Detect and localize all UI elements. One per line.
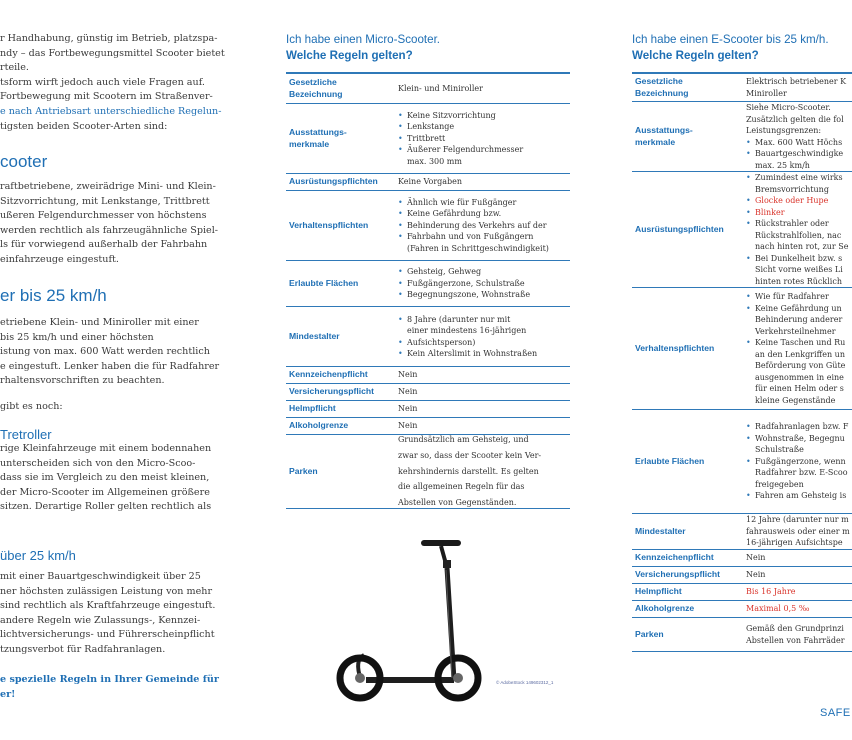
value-line: • Keine Sitzvorrichtung [407,110,496,120]
row-label [632,586,746,598]
row-value [746,291,845,406]
value-line: Leistungsgrenzen: [746,126,822,135]
value-line: hinten rotes Rücklich [755,276,842,286]
row-value [746,552,765,564]
value-bullet [398,121,523,133]
left-p6-line: er! [0,688,16,700]
value-line: Wohnstraße, Begegnu • [746,433,845,443]
row-value [746,603,810,615]
table-row [286,384,570,401]
row-label [632,603,746,615]
row-label-line: Erlaubte Flächen [289,277,359,288]
value-line: • Keine Gefährdung bzw. [407,209,502,219]
value-line: ausgenommen in eine [755,372,844,382]
row-label [286,466,398,478]
row-label-line: Gesetzliche [635,75,683,86]
left-p4-line: unterscheiden sich von den Micro-Scoo- [0,457,196,469]
micro-title-line-2: Welche Regeln gelten? [286,49,413,62]
row-label [632,224,746,236]
row-label-line: Alkoholgrenze [289,420,349,431]
left-heading-h4: über 25 km/h [0,548,76,563]
value-line: Behinderung anderer [755,315,843,324]
left-p2-line: e eingestuft. Lenker haben die für Radfahrer [0,360,220,372]
row-label-line: Gesetzliche [289,76,337,87]
value-line: Nein [746,570,766,580]
value-line: • Fußgängerzone, Schulstraße [407,278,525,288]
value-bullet [398,208,549,220]
value-line: Abstellen von Gegenständen. [398,498,517,508]
row-label-line: Helmpflicht [635,586,682,597]
value-bullet [398,314,537,337]
value-line: Blinker • [746,207,785,217]
row-value [746,102,844,171]
row-label-line: Bezeichnung [289,88,343,99]
table-row [286,367,570,384]
row-value [746,172,849,287]
table-row [632,550,852,567]
left-p1-line: einfahrzeuge eingestuft. [0,254,119,265]
bullet-icon: • [746,491,751,501]
bullet-icon: • [746,303,751,313]
value-line: Grundsätzlich am Gehsteig, und [398,435,529,445]
table-row [286,191,570,261]
row-value [746,569,765,581]
row-label-line: Mindestalter [289,330,340,341]
value-bullet [398,348,537,360]
row-label-line: Ausstattungs- [289,126,347,137]
value-line: Abstellen von Fahrräder [746,635,845,645]
value-bullet [398,197,549,209]
micro-title-line-1: Ich habe einen Micro-Scooter. [286,33,441,46]
row-value [398,266,530,301]
left-p1-line: ußeren Felgendurchmesser von höchstens [0,210,207,222]
left-intro-line: rteile. [0,62,29,74]
left-p5-line: sind rechtlich als Kraftfahrzeuge eingestuft. [0,600,216,612]
row-value [398,314,537,360]
row-label-line: Verhaltenspflichten [635,342,715,353]
row-value [398,403,417,415]
value-line: Verkehrsteilnehmer [755,326,836,336]
value-line: • Fahrbahn und von Fußgängern [407,232,534,242]
value-line: • Kein Alterslimit in Wohnstraßen [407,349,538,358]
left-intro-line: tigsten beiden Scooter-Arten sind: [0,120,168,132]
row-value [398,176,462,188]
left-intro-line: r Handhabung, günstig im Betrieb, platzspa- [0,33,218,44]
e-scooter-title-line-2: Welche Regeln gelten? [632,49,759,62]
value-bullet [398,220,549,232]
value-line: 16-jährigen Aufsichtspe [746,538,843,548]
bullet-icon: • [746,149,751,158]
row-value [398,432,541,511]
table-row [632,601,852,618]
left-p2-line: etriebene Klein- und Miniroller mit einer [0,317,199,328]
table-row [632,102,852,172]
value-line: Miniroller [746,88,787,98]
value-line: • Behinderung des Verkehrs auf der [407,220,547,230]
e-scooter-title-line-1: Ich habe einen E-Scooter bis 25 km/h. [632,33,829,46]
bullet-icon: • [746,422,751,432]
left-p5-line: tzungsverbot für Radfahranlagen. [0,644,166,655]
row-label-line: Ausrüstungspflichten [289,176,378,187]
row-label [632,456,746,468]
value-line: • Gehsteig, Gehweg [407,267,482,277]
row-label-line: Parken [635,628,664,639]
left-p4-line: rige Kleinfahrzeuge mit einem bodennahen [0,443,212,454]
row-label-line: Versicherungspflicht [635,569,721,580]
row-label-line: Kennzeichenpflicht [289,369,368,380]
row-label [632,552,746,564]
row-label [632,343,746,355]
bullet-icon: • [746,253,751,263]
e-scooter-column [632,0,852,740]
left-p1-line: Sitzvorrichtung, mit Lenkstange, Trittbrett [0,195,210,207]
table-row [286,72,570,104]
image-credit: © AdobeStock 149602312_1 [496,680,554,685]
value-line: Fahren am Gehsteig is • [746,491,847,501]
row-label-line: Parken [289,465,318,476]
value-line: Rückstrahler oder • [746,219,829,228]
value-line: Keine Gefährdung un • [746,303,842,313]
value-line: • Äußerer Felgendurchmesser [407,145,524,155]
table-row [286,261,570,307]
row-value [398,386,417,398]
row-label [286,278,398,290]
left-p1-line: raftbetriebene, zweirädrige Mini- und Klein- [0,181,216,192]
value-line: max. 25 km/h [755,160,810,170]
value-line: Keine Taschen und Ru • [746,338,846,347]
value-line: • Aufsichtsperson) [407,337,476,347]
row-label-line: Ausstattungs- [635,124,693,135]
value-bullet [398,266,530,278]
left-p5-line: mit einer Bauartgeschwindigkeit über 25 [0,571,201,582]
value-line: Rückstrahlfolien, nac [755,230,842,240]
row-label [286,176,398,188]
value-line: Nein [398,421,418,431]
bullet-icon: • [746,219,751,228]
table-row [632,514,852,550]
value-line: Bis 16 Jahre [746,587,796,597]
left-p3-line: gibt es noch: [0,401,63,412]
left-heading-h1: cooter [0,152,48,171]
value-line: • Lenkstange [407,122,455,132]
value-line: 12 Jahre (darunter nur m [746,515,849,525]
value-bullet [398,231,549,254]
bullet-icon: • [746,207,751,217]
row-value [746,514,850,549]
value-line: Bremsvorrichtung [755,184,829,194]
left-intro-line: ndy – das Fortbewegungsmittel Scooter bietet [0,47,225,59]
left-text-column [0,0,232,740]
row-label [286,127,398,150]
value-line: Nein [398,370,418,380]
row-label [286,220,398,232]
table-row [286,435,570,509]
row-label-line: Ausrüstungspflichten [635,223,724,234]
left-p1-line: ls für vorwiegend außerhalb der Fahrbahn [0,239,208,251]
value-line: freigegeben [755,479,804,489]
value-line: Beförderung von Güte [755,361,846,370]
value-bullet [398,133,523,145]
micro-scooter-title [286,32,440,64]
bullet-icon: • [746,338,751,347]
bullet-icon: • [746,292,751,301]
value-line: Gemäß den Grundprinzi [746,624,844,633]
value-line: Klein- und Miniroller [398,83,483,93]
left-p5-line: ner höchsten zulässigen Leistung von mehr [0,585,213,597]
row-label-line: Kennzeichenpflicht [635,552,714,563]
left-p5-line: andere Regeln wie Zulassungs-, Kennzei- [0,614,201,626]
value-line: kehrshindernis darstellt. Es gelten [398,466,539,476]
value-bullet [398,289,530,301]
value-line: Fußgängerzone, wenn • [746,456,846,466]
row-value [398,369,417,381]
row-value [746,623,845,646]
row-label [286,386,398,398]
row-label-line: Helmpflicht [289,403,336,414]
table-row [286,307,570,367]
row-value [398,110,523,168]
row-value [398,83,483,95]
row-label [286,420,398,432]
value-line: Zumindest eine wirks • [746,173,843,182]
row-value [746,76,846,99]
footer-brand: SAFE [820,707,851,719]
table-row [632,567,852,584]
bullet-icon: • [746,196,751,205]
value-line: • 8 Jahre (darunter nur mit [407,314,511,324]
table-row [286,104,570,174]
row-label-line: Verhaltenspflichten [289,219,369,230]
left-heading-h2: er bis 25 km/h [0,286,107,305]
row-label [632,76,746,99]
row-label [286,369,398,381]
row-label-line: Bezeichnung [635,87,689,98]
value-line: für einen Helm oder s [755,384,844,393]
value-line: Radfahrer bzw. E-Scoo [755,468,848,478]
bullet-icon: • [746,173,751,182]
value-line: fahrausweis oder einer m [746,526,850,536]
row-label [632,526,746,538]
value-line: Wie für Radfahrer • [746,292,829,301]
row-label [632,569,746,581]
value-line: Siehe Micro-Scooter. [746,103,831,112]
e-scooter-title [632,32,829,64]
row-value [746,421,848,502]
table-row [632,618,852,652]
left-heading-h3: Tretroller [0,427,52,442]
value-line: Nein [398,387,418,397]
row-value [746,586,796,598]
value-line: nach hinten rot, zur Se [755,242,849,251]
left-p2-line: rhaltensvorschriften zu beachten. [0,375,165,387]
value-line: Nein [398,404,418,414]
value-bullet [398,110,523,122]
value-line: Maximal 0,5 ‰ [746,604,810,614]
table-row [632,172,852,288]
left-p4-line: sitzen. Derartige Roller gelten rechtlich als [0,501,212,513]
value-line: Keine Vorgaben [398,177,463,187]
table-row [286,401,570,418]
left-intro-line: e nach Antriebsart unterschiedliche Regelun- [0,106,222,117]
value-line: • Begegnungszone, Wohnstraße [407,290,531,300]
value-line: einer mindestens 16-jährigen [407,326,527,335]
row-value [398,420,417,432]
left-intro-line: tsform wirft jedoch auch viele Fragen auf. [0,76,205,88]
left-intro-line: Fortbewegung mit Scootern im Straßenver- [0,91,213,103]
value-line: die allgemeinen Regeln für das [398,482,525,492]
left-p5-line: lichtversicherungs- und Führerscheinpflicht [0,629,215,641]
value-line: • Ähnlich wie für Fußgänger [407,197,517,207]
value-line: Nein [746,553,766,563]
value-line: Radfahranlagen bzw. F • [746,422,849,432]
row-value [398,197,549,255]
table-row [286,174,570,191]
left-p4-line: dass sie im Vergleich zu den meist kleinen, [0,472,210,484]
value-line: Schulstraße [755,445,804,455]
table-row [632,72,852,102]
value-line: Glocke oder Hupe • [746,196,829,205]
value-line: Zusätzlich gelten die fol [746,114,844,124]
left-p6-line: e spezielle Regeln in Ihrer Gemeinde für [0,674,219,685]
left-p2-line: istung von max. 600 Watt werden rechtlich [0,346,210,358]
bullet-icon: • [746,456,751,466]
left-p1-line: werden rechtlich als fahrzeugähnliche Spiel- [0,224,219,236]
row-label-line: Mindestalter [635,525,686,536]
value-line: • Trittbrett [407,133,446,143]
row-label-line: Erlaubte Flächen [635,455,705,466]
table-row [632,410,852,514]
bullet-icon: • [746,433,751,443]
row-label-line: Versicherungspflicht [289,386,375,397]
value-line: Bauartgeschwindigke • [746,149,844,158]
row-label [286,77,398,100]
value-line: Bei Dunkelheit bzw. s • [746,253,843,263]
table-row [632,584,852,601]
row-label-line: Alkoholgrenze [635,603,695,614]
value-bullet [398,144,523,167]
left-p4-line: der Micro-Scooter im Allgemeinen größere [0,486,210,498]
value-line: an den Lenkgriffen un [755,349,845,359]
table-row [632,288,852,410]
value-line: Elektrisch betriebener K [746,77,847,86]
value-line: kleine Gegenstände [755,395,836,405]
row-label-line: merkmale [635,136,676,147]
value-line: (Fahren in Schrittgeschwindigkeit) [407,243,549,253]
row-label-line: merkmale [289,138,330,149]
value-line: Sicht vorne weißes Li [755,265,843,274]
row-label [286,403,398,415]
micro-scooter-column [286,0,570,740]
value-bullet [398,337,537,349]
value-line: Max. 600 Watt Höchs • [746,137,843,147]
value-line: zwar so, dass der Scooter kein Ver- [398,450,542,460]
row-label [632,125,746,148]
value-line: max. 300 mm [407,156,462,166]
left-p2-line: bis 25 km/h und einer höchsten [0,331,154,343]
value-bullet [398,278,530,290]
bullet-icon: • [746,137,751,147]
row-label [286,331,398,343]
row-label [632,629,746,641]
